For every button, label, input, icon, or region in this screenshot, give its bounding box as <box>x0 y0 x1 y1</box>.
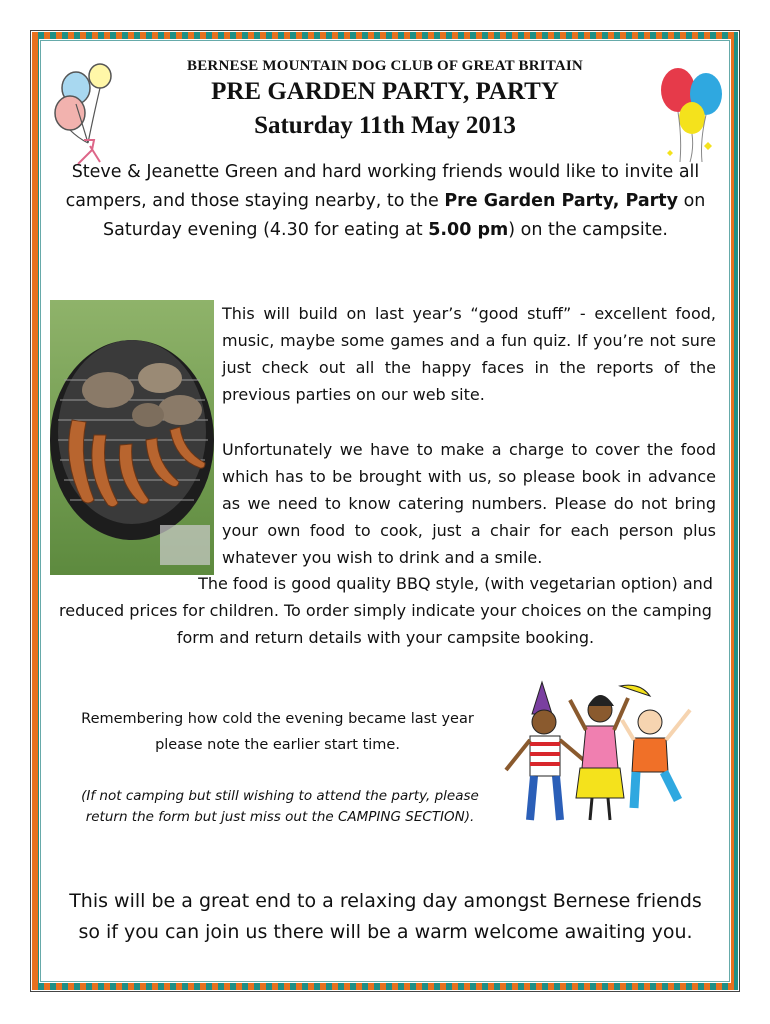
body-paragraph-3: The food is good quality BBQ style, (with vegetarian option) and reduced prices for children. To order simply indicate your choices on the camping form and return details with your campsite booking. <box>59 574 713 647</box>
club-name: BERNESE MOUNTAIN DOG CLUB OF GREAT BRITAIN <box>187 58 583 74</box>
reminder-text <box>55 706 500 758</box>
reminder-line-2: please note the earlier start time. <box>155 737 400 753</box>
reminder-line-1: Remembering how cold the evening became last year <box>81 711 474 727</box>
intro-text-1: Steve & Jeanette Green and hard working friends would like to invite all campers, and those staying nearby, to the <box>65 162 700 211</box>
body-paragraph-1: This will build on last year’s “good stuff” - excellent food, music, maybe some games and a fun quiz. If you’re not sure just check out all the happy faces in the reports of the previous parties on our web site. <box>222 304 716 404</box>
intro-text-2: on Saturday evening (4.30 for eating at <box>103 191 706 240</box>
event-name: Pre Garden Party, Party <box>444 191 679 211</box>
event-time: 5.00 pm <box>428 220 509 240</box>
closing-line-2: so if you can join us there will be a warm welcome awaiting you. <box>78 921 693 943</box>
bbq-grill-image <box>50 300 214 575</box>
balloons-bright-icon <box>650 62 730 167</box>
intro-text-3: ) on the campsite. <box>508 220 668 240</box>
camping-note: (If not camping but still wishing to attend the party, please return the form but just miss out the CAMPING SECTION). <box>81 788 479 825</box>
intro-paragraph <box>48 158 723 245</box>
balloons-pastel-icon <box>48 58 128 168</box>
dancing-people-image <box>500 680 710 830</box>
body-paragraph-2: Unfortunately we have to make a charge to cover the food which has to be brought with us, so please book in advance as we need to know catering numbers. Please do not bring your own food to cook, just a chair for each person plus whatever you wish to drink and a smile. <box>222 440 716 567</box>
event-date: Saturday 11th May 2013 <box>254 112 516 139</box>
closing-line-1: This will be a great end to a relaxing day amongst Bernese friends <box>69 890 702 912</box>
closing-text <box>48 886 723 948</box>
page-title: PRE GARDEN PARTY, PARTY <box>211 78 559 105</box>
